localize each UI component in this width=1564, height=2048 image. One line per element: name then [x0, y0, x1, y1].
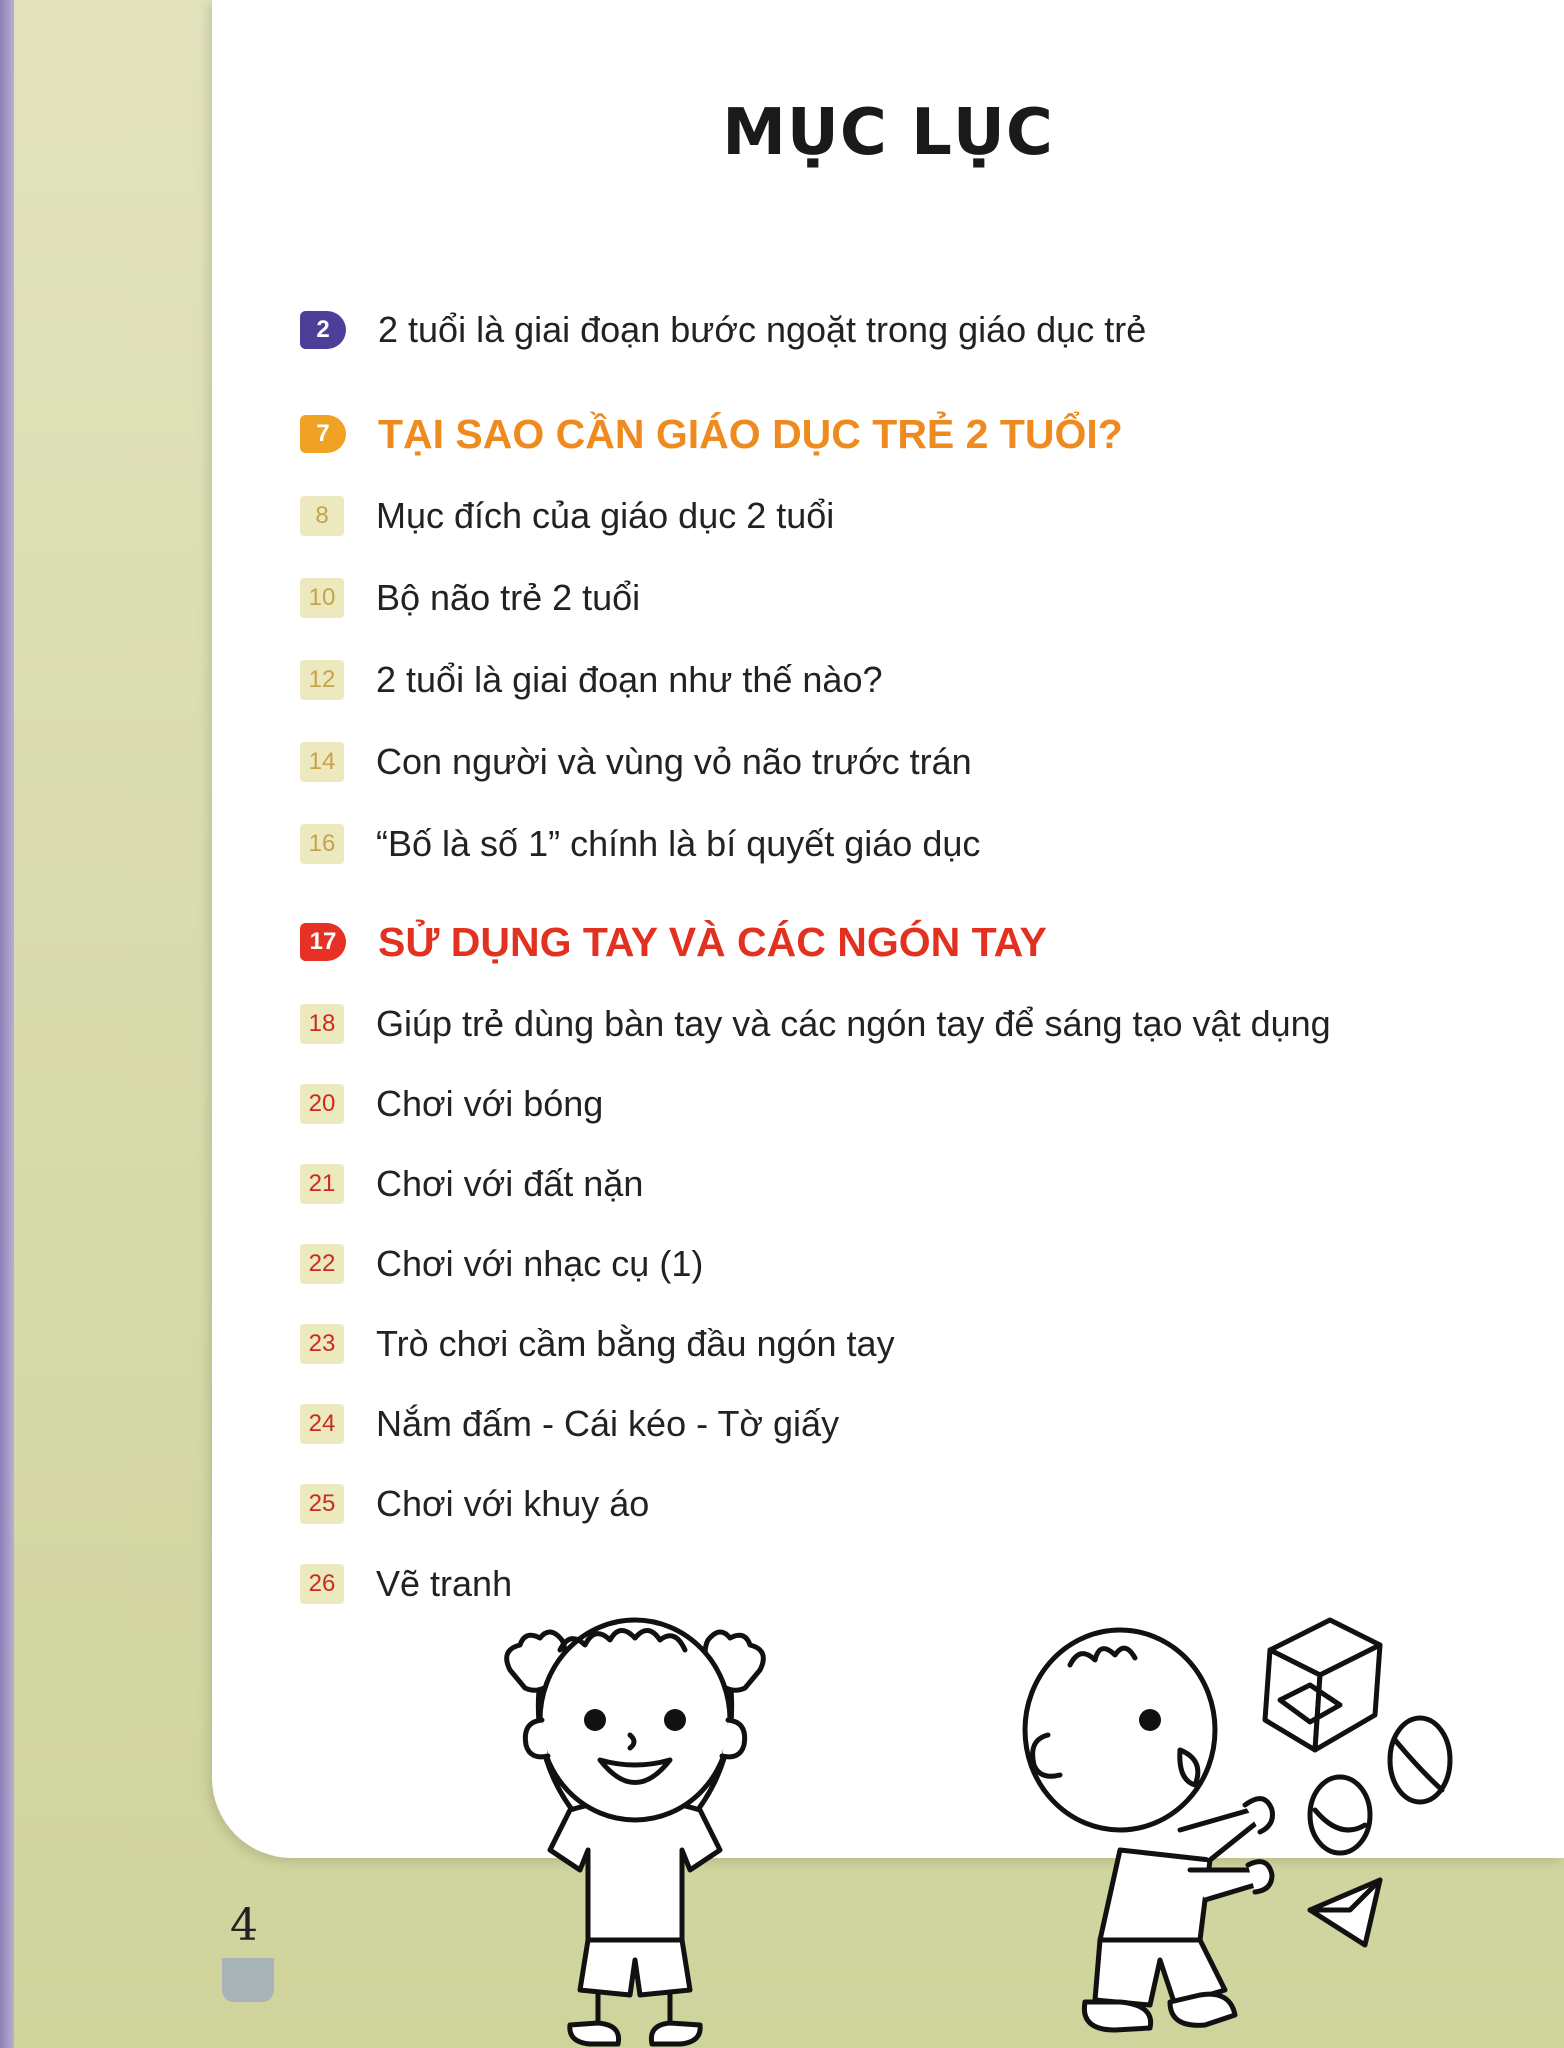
toc-entry-text: Trò chơi cầm bằng đầu ngón tay [376, 1323, 895, 1364]
page-title: MỤC LỤC [722, 96, 1054, 170]
page-badge: 26 [300, 1564, 344, 1604]
page-tab-marker [222, 1958, 274, 2002]
toc-entry[interactable] [300, 814, 980, 874]
page-badge: 8 [300, 496, 344, 536]
toc-entry[interactable] [300, 650, 883, 710]
toc-entry-text: Chơi với khuy áo [376, 1483, 650, 1524]
toc-entry[interactable] [300, 1314, 895, 1374]
page-badge: 25 [300, 1484, 344, 1524]
page-badge: 17 [300, 923, 346, 961]
book-spine-edge [0, 0, 14, 2048]
page-badge: 7 [300, 415, 346, 453]
toc-entry-text: Bộ não trẻ 2 tuổi [376, 577, 641, 618]
toc-entry[interactable] [300, 568, 640, 628]
page-badge: 12 [300, 660, 344, 700]
section-heading-text: TẠI SAO CẦN GIÁO DỤC TRẺ 2 TUỔI? [378, 410, 1123, 457]
page-badge: 18 [300, 1004, 344, 1044]
page-badge: 23 [300, 1324, 344, 1364]
toc-entry-text: Nắm đấm - Cái kéo - Tờ giấy [376, 1403, 840, 1444]
toc-entry-text: Vẽ tranh [376, 1563, 513, 1604]
toc-entry[interactable] [300, 486, 834, 546]
page-badge: 22 [300, 1244, 344, 1284]
toc-entry-text: Con người và vùng vỏ não trước trán [376, 741, 972, 782]
child-cheering-illustration [470, 1610, 800, 2048]
toc-entry[interactable] [300, 994, 1331, 1054]
toc-entry-text: Chơi với đất nặn [376, 1163, 644, 1204]
toc-section-heading-2[interactable] [300, 912, 1047, 972]
page-badge: 21 [300, 1164, 344, 1204]
toc-entry-text: 2 tuổi là giai đoạn như thế nào? [376, 659, 883, 700]
toc-entry-text: Chơi với nhạc cụ (1) [376, 1243, 704, 1284]
toc-entry-text: Chơi với bóng [376, 1083, 604, 1124]
toc-entry[interactable] [300, 732, 972, 792]
toc-section-heading-1[interactable] [300, 404, 1123, 464]
page-badge: 10 [300, 578, 344, 618]
child-playing-blocks-illustration [1010, 1610, 1460, 2048]
toc-entry[interactable] [300, 1154, 643, 1214]
toc-entry-text: Giúp trẻ dùng bàn tay và các ngón tay để sáng tạo vật dụng [376, 1003, 1331, 1044]
toc-entry-text: 2 tuổi là giai đoạn bước ngoặt trong giáo dục trẻ [378, 309, 1147, 350]
page-badge: 2 [300, 311, 346, 349]
page-number: 4 [230, 1900, 258, 1951]
section-heading-text: SỬ DỤNG TAY VÀ CÁC NGÓN TAY [378, 918, 1047, 965]
page-badge: 16 [300, 824, 344, 864]
page-badge: 24 [300, 1404, 344, 1444]
toc-entry[interactable] [300, 1554, 512, 1614]
toc-entry-intro[interactable] [300, 300, 1146, 360]
toc-entry[interactable] [300, 1394, 839, 1454]
toc-entry[interactable] [300, 1234, 703, 1294]
toc-entry-text: “Bố là số 1” chính là bí quyết giáo dục [376, 823, 981, 864]
page-badge: 20 [300, 1084, 344, 1124]
page-badge: 14 [300, 742, 344, 782]
toc-entry-text: Mục đích của giáo dục 2 tuổi [376, 495, 835, 536]
toc-entry[interactable] [300, 1474, 649, 1534]
toc-entry[interactable] [300, 1074, 603, 1134]
